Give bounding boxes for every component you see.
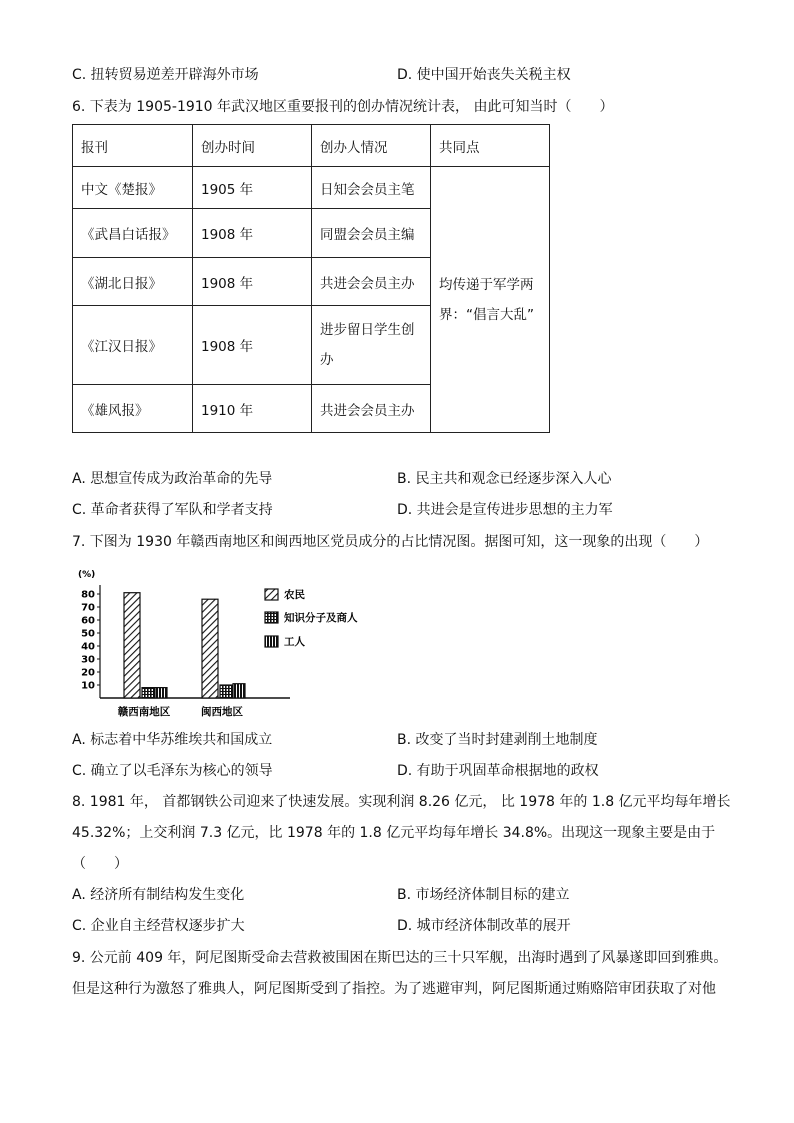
newspaper-table (72, 124, 550, 433)
y-tick-label: 30 (81, 654, 95, 666)
q9-stem-line-2: 但是这种行为激怒了雅典人，阿尼图斯受到了指控。为了逃避审判，阿尼图斯通过贿赂陪审团获取了对他 (72, 981, 716, 997)
y-tick-label: 70 (81, 602, 95, 614)
y-tick-label: 80 (81, 589, 95, 601)
cell-founder: 日知会会员主笔 (312, 167, 431, 209)
y-tick-label: 40 (81, 641, 95, 653)
header-newspaper: 报刊 (73, 125, 193, 167)
q6-option-b: B. 民主共和观念已经逐步深入人心 (397, 471, 612, 487)
legend-label: 农民 (284, 589, 305, 601)
cell-year: 1910 年 (193, 385, 312, 433)
q8-stem-line-1: 8. 1981 年， 首都钢铁公司迎来了快速发展。实现利润 8.26 亿元， 比 1978 年的 1.8 亿元平均每年增长 (72, 794, 731, 810)
x-category-label: 闽西地区 (201, 706, 243, 718)
party-member-composition-chart (72, 565, 382, 725)
y-axis-label: (%) (78, 570, 96, 580)
q6-option-a: A. 思想宣传成为政治革命的先导 (72, 471, 273, 487)
y-tick-label: 60 (81, 615, 95, 627)
q9-stem-line-1: 9. 公元前 409 年，阿尼图斯受命去营救被围困在斯巴达的三十只军舰，出海时遇到了风暴遂即回到雅典。 (72, 950, 728, 966)
q6-option-d: D. 共进会是宣传进步思想的主力军 (397, 502, 613, 518)
cell-newspaper: 中文《楚报》 (73, 167, 193, 209)
q7-option-b: B. 改变了当时封建剥削土地制度 (397, 732, 598, 748)
q5-option-c: C. 扭转贸易逆差开辟海外市场 (72, 67, 259, 83)
cell-year: 1908 年 (193, 209, 312, 258)
legend-swatch (265, 589, 278, 600)
bar-工人 (155, 688, 167, 698)
cell-year: 1908 年 (193, 306, 312, 385)
q8-option-a: A. 经济所有制结构发生变化 (72, 887, 245, 903)
cell-newspaper: 《湖北日报》 (73, 258, 193, 306)
cell-founder: 共进会会员主办 (312, 258, 431, 306)
cell-newspaper: 《武昌白话报》 (73, 209, 193, 258)
bar-知识分子及商人 (142, 688, 154, 698)
header-founded: 创办时间 (193, 125, 312, 167)
cell-founder: 进步留日学生创办 (312, 306, 431, 385)
q7-option-a: A. 标志着中华苏维埃共和国成立 (72, 732, 273, 748)
legend-swatch (265, 636, 278, 647)
table-header-row (73, 125, 550, 167)
bar-知识分子及商人 (220, 685, 232, 698)
y-tick-label: 50 (81, 628, 95, 640)
q6-option-c: C. 革命者获得了军队和学者支持 (72, 502, 273, 518)
x-category-label: 赣西南地区 (117, 706, 171, 718)
cell-common-point: 均传递于军学两界：“倡言大乱” (431, 167, 550, 433)
q8-option-b: B. 市场经济体制目标的建立 (397, 887, 570, 903)
q7-option-d: D. 有助于巩固革命根据地的政权 (397, 763, 599, 779)
q8-answer-bracket: （ ） (72, 856, 128, 872)
header-common: 共同点 (431, 125, 550, 167)
y-tick-label: 20 (81, 667, 95, 679)
q7-stem: 7. 下图为 1930 年赣西南地区和闽西地区党员成分的占比情况图。据图可知，这一现象的出现（ ） (72, 534, 709, 550)
cell-year: 1905 年 (193, 167, 312, 209)
cell-year: 1908 年 (193, 258, 312, 306)
cell-founder: 同盟会会员主编 (312, 209, 431, 258)
legend-swatch (265, 612, 278, 623)
table-row (73, 167, 550, 209)
bar-工人 (233, 684, 245, 698)
q8-option-c: C. 企业自主经营权逐步扩大 (72, 918, 245, 934)
q7-option-c: C. 确立了以毛泽东为核心的领导 (72, 763, 273, 779)
cell-founder: 共进会会员主办 (312, 385, 431, 433)
bar-农民 (202, 599, 218, 698)
q6-stem: 6. 下表为 1905-1910 年武汉地区重要报刊的创办情况统计表， 由此可知当时（ ） (72, 99, 614, 115)
legend-label: 知识分子及商人 (284, 612, 358, 624)
q8-stem-line-2: 45.32%；上交利润 7.3 亿元，比 1978 年的 1.8 亿元平均每年增长 34.8%。出现这一现象主要是由于 (72, 825, 716, 841)
header-founder: 创办人情况 (312, 125, 431, 167)
q8-option-d: D. 城市经济体制改革的展开 (397, 918, 571, 934)
cell-newspaper: 《雄风报》 (73, 385, 193, 433)
bar-农民 (124, 593, 140, 698)
legend-label: 工人 (284, 636, 305, 648)
cell-newspaper: 《江汉日报》 (73, 306, 193, 385)
y-tick-label: 10 (81, 680, 95, 692)
q5-option-d: D. 使中国开始丧失关税主权 (397, 67, 571, 83)
